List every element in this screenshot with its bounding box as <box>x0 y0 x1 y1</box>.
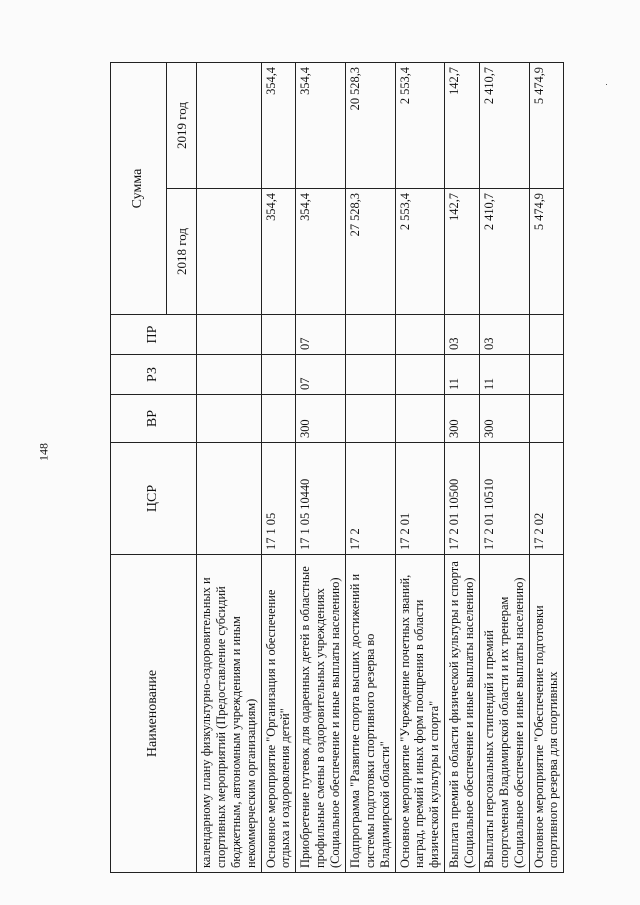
table-row <box>529 63 564 873</box>
cell-csr: 17 2 02 <box>529 443 564 555</box>
cell-rz <box>529 355 564 395</box>
page-number: 148 <box>36 443 51 461</box>
rotated-table-container <box>110 63 620 873</box>
header-2019: 2019 год <box>167 63 197 189</box>
cell-pr <box>395 315 445 355</box>
header-2018: 2018 год <box>167 189 197 315</box>
cell-2018: 142,7 <box>445 189 480 315</box>
cell-vr <box>529 395 564 443</box>
cell-csr <box>197 443 262 555</box>
cell-csr: 17 1 05 <box>261 443 296 555</box>
cell-pr: 03 <box>445 315 480 355</box>
cell-2018: 2 553,4 <box>395 189 445 315</box>
header-vr: ВР <box>111 395 197 443</box>
cell-vr <box>261 395 296 443</box>
cell-rz <box>261 355 296 395</box>
cell-vr: 300 <box>445 395 480 443</box>
cell-pr <box>345 315 395 355</box>
cell-2019: 5 474,9 <box>529 63 564 189</box>
cell-vr <box>345 395 395 443</box>
cell-2019 <box>197 63 262 189</box>
cell-2018: 2 410,7 <box>479 189 529 315</box>
cell-rz: 07 <box>296 355 346 395</box>
cell-name: Основное мероприятие "Обеспечение подготовки спортивного резерва для спортивных <box>529 555 564 873</box>
cell-2019: 354,4 <box>296 63 346 189</box>
cell-2019: 2 410,7 <box>479 63 529 189</box>
cell-2019: 354,4 <box>261 63 296 189</box>
table-row <box>445 63 480 873</box>
cell-vr <box>395 395 445 443</box>
table-row <box>345 63 395 873</box>
cell-name: Выплата премий в области физической культуры и спорта (Социальное обеспечение и иные выплаты населению) <box>445 555 480 873</box>
cell-csr: 17 2 01 10510 <box>479 443 529 555</box>
cell-pr <box>261 315 296 355</box>
cell-name: Приобретение путевок для одаренных детей в областные профильные смены в оздоровительных учреждениях (Социальное обеспечение и иные выплаты населению) <box>296 555 346 873</box>
table-row <box>197 63 262 873</box>
cell-2018: 5 474,9 <box>529 189 564 315</box>
cell-2018 <box>197 189 262 315</box>
cell-2018: 354,4 <box>261 189 296 315</box>
table-row <box>261 63 296 873</box>
cell-pr: 03 <box>479 315 529 355</box>
header-csr: ЦСР <box>111 443 197 555</box>
cell-name: Выплаты персональных стипендий и премий спортсменам Владимирской области и их тренерам (Социальное обеспечение и иные выплаты населению) <box>479 555 529 873</box>
table-row <box>296 63 346 873</box>
cell-2019: 20 528,3 <box>345 63 395 189</box>
table-row <box>479 63 529 873</box>
cell-vr: 300 <box>296 395 346 443</box>
cell-name: Основное мероприятие "Организация и обеспечение отдыха и оздоровления детей" <box>261 555 296 873</box>
cell-rz <box>345 355 395 395</box>
table-row <box>395 63 445 873</box>
cell-pr <box>529 315 564 355</box>
cell-name: календарному плану физкультурно-оздоровительных и спортивных мероприятий (Предоставление субсидий бюджетным, автономным учреждениям и иным некоммерческим организациям) <box>197 555 262 873</box>
cell-2019: 142,7 <box>445 63 480 189</box>
cell-2019: 2 553,4 <box>395 63 445 189</box>
cell-2018: 354,4 <box>296 189 346 315</box>
cell-csr: 17 2 01 <box>395 443 445 555</box>
header-pr: ПР <box>111 315 197 355</box>
cell-rz: 11 <box>479 355 529 395</box>
cell-vr <box>197 395 262 443</box>
budget-table <box>110 62 564 873</box>
cell-csr: 17 2 <box>345 443 395 555</box>
header-sum: Сумма <box>111 63 167 315</box>
cell-pr <box>197 315 262 355</box>
cell-rz <box>197 355 262 395</box>
cell-vr: 300 <box>479 395 529 443</box>
cell-csr: 17 2 01 10500 <box>445 443 480 555</box>
cell-rz <box>395 355 445 395</box>
cell-csr: 17 1 05 10440 <box>296 443 346 555</box>
cell-rz: 11 <box>445 355 480 395</box>
cell-2018: 27 528,3 <box>345 189 395 315</box>
cell-name: Подпрограмма "Развитие спорта высших достижений и системы подготовки спортивного резерва во Владимирской области" <box>345 555 395 873</box>
cell-name: Основное мероприятие "Учреждение почетных званий, наград, премий и иных форм поощрения в области физической культуры и спорта" <box>395 555 445 873</box>
cell-pr: 07 <box>296 315 346 355</box>
header-rz: РЗ <box>111 355 197 395</box>
header-name: Наименование <box>111 555 197 873</box>
